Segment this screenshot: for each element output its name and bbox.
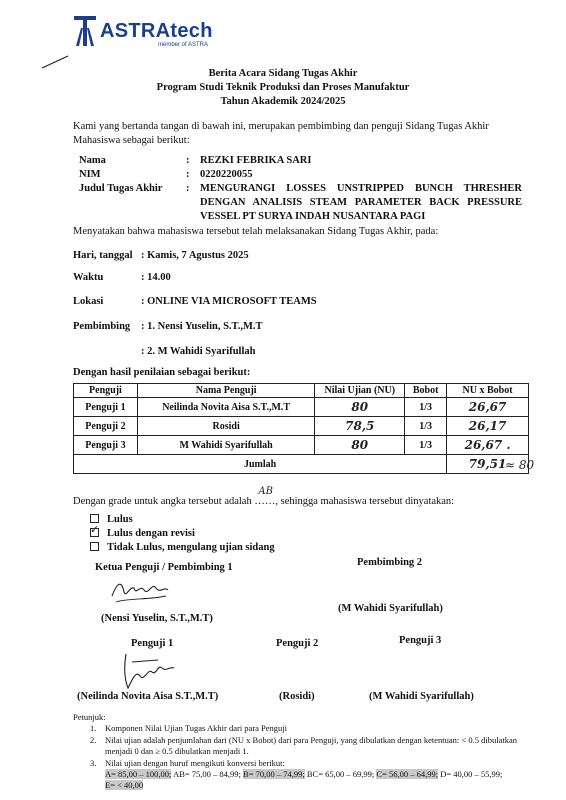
logo-tagline: member of ASTRA <box>158 42 209 48</box>
option-label: Lulus dengan revisi <box>107 528 195 539</box>
checkbox-tidak-lulus <box>90 542 99 551</box>
cell-penguji: Penguji 2 <box>74 417 138 436</box>
signature-ketua <box>108 574 178 610</box>
judul-label: Judul Tugas Akhir <box>79 183 163 194</box>
grade-handwritten: AB <box>258 486 273 497</box>
cell-penguji: Penguji 1 <box>74 398 138 417</box>
conversion-bc: BC= 65,00 – 69,99; <box>306 769 375 779</box>
lokasi-value: : ONLINE VIA MICROSOFT TEAMS <box>141 296 317 307</box>
jumlah-value-handwritten: 79,51 <box>447 455 529 474</box>
lokasi-label: Lokasi <box>73 296 104 307</box>
table-row <box>74 417 529 436</box>
header-line-1: Berita Acara Sidang Tugas Akhir <box>208 68 358 79</box>
results-title: Dengan hasil penilaian sebagai berikut: <box>73 367 251 378</box>
grade-conversion-line-1 <box>105 769 535 779</box>
header-nu-x-bobot: NU x Bobot <box>447 384 529 398</box>
cell-nu-handwritten: 80 <box>315 398 405 417</box>
note-2-number: 2. <box>90 735 97 745</box>
ketua-penguji-name: (Nensi Yuselin, S.T.,M.T) <box>101 613 213 624</box>
table-total-row <box>74 455 529 474</box>
grade-table <box>73 383 529 474</box>
note-1: Komponen Nilai Ujian Tugas Akhir dari para Penguji <box>105 723 288 733</box>
penguji-1-name: (Neilinda Novita Aisa S.T.,M.T) <box>77 691 219 702</box>
nama-colon: : <box>186 155 190 166</box>
note-2-line-2: menjadi 0 dan ≥ 0.5 dibulatkan menjadi 1. <box>105 746 249 756</box>
header-nama-penguji: Nama Penguji <box>137 384 315 398</box>
cell-bobot: 1/3 <box>405 436 447 455</box>
checkbox-lulus <box>90 514 99 523</box>
astratech-logo-mark <box>72 14 98 48</box>
grade-dots: …… <box>254 496 276 507</box>
table-row <box>74 436 529 455</box>
intro-line-1: Kami yang bertanda tangan di bawah ini, merupakan pembimbing dan penguji Sidang Tugas Akhir <box>73 121 489 132</box>
nim-label: NIM <box>79 169 101 180</box>
judul-line-2: DENGAN ANALISIS STEAM PARAMETER BACK PRESSURE <box>200 197 522 208</box>
note-3: Nilai ujian dengan huruf mengikuti konversi berikut: <box>105 758 285 768</box>
penguji-3-title: Penguji 3 <box>399 635 442 646</box>
check-mark-icon: ✓ <box>90 523 100 536</box>
header-line-3: Tahun Akademik 2024/2025 <box>220 96 346 107</box>
header-bobot: Bobot <box>405 384 447 398</box>
judul-line-3: VESSEL PT SURYA INDAH NUSANTARA PAGI <box>200 211 426 222</box>
pembimbing-2-name: (M Wahidi Syarifullah) <box>338 603 443 614</box>
intro-line-2: Mahasiswa sebagai berikut: <box>73 135 190 146</box>
nama-value: REZKI FEBRIKA SARI <box>200 155 312 166</box>
cell-nama: M Wahidi Syarifullah <box>137 436 315 455</box>
conversion-ab: AB= 75,00 – 84,99; <box>173 769 241 779</box>
note-3-number: 3. <box>90 758 97 768</box>
grade-conversion-line-2 <box>105 780 143 790</box>
nama-label: Nama <box>79 155 106 166</box>
judul-colon: : <box>186 183 190 194</box>
penguji-2-title: Penguji 2 <box>276 638 319 649</box>
note-1-number: 1. <box>90 723 97 733</box>
statement: Menyatakan bahwa mahasiswa tersebut telah melaksanakan Sidang Tugas Akhir, pada: <box>73 226 439 237</box>
conversion-c: C= 56,00 – 64,99; <box>376 769 439 779</box>
judul-line-1: MENGURANGI LOSSES UNSTRIPPED BUNCH THRESHER <box>200 183 522 194</box>
conversion-a: A= 85,00 – 100,00; <box>105 769 172 779</box>
table-header-row <box>74 384 529 398</box>
header-nilai-ujian: Nilai Ujian (NU) <box>315 384 405 398</box>
cell-bobot: 1/3 <box>405 398 447 417</box>
penguji-1-title: Penguji 1 <box>131 638 174 649</box>
checkbox-lulus-revisi <box>90 523 100 537</box>
cell-nu-handwritten: 78,5 <box>315 417 405 436</box>
pembimbing-2: : 2. M Wahidi Syarifullah <box>141 346 256 357</box>
nim-colon: : <box>186 169 190 180</box>
pembimbing-1: : 1. Nensi Yuselin, S.T.,M.T <box>141 321 263 332</box>
logo-name: ASTRAtech <box>100 20 213 42</box>
option-tidak-lulus <box>90 542 275 553</box>
waktu-value: : 14.00 <box>141 272 171 283</box>
pembimbing-label: Pembimbing <box>73 321 131 332</box>
hari-label: Hari, tanggal <box>73 250 133 261</box>
grade-prefix: Dengan grade untuk angka tersebut adalah <box>73 496 252 507</box>
penguji-3-name: (M Wahidi Syarifullah) <box>369 691 474 702</box>
cell-nu-handwritten: 80 <box>315 436 405 455</box>
conversion-b: B= 70,00 – 74,99; <box>243 769 305 779</box>
option-label: Tidak Lulus, mengulang ujian sidang <box>107 542 275 553</box>
cell-nama: Neilinda Novita Aisa S.T.,M.T <box>137 398 315 417</box>
jumlah-rounding-note: ≈ 80 <box>505 458 535 472</box>
option-label: Lulus <box>107 514 133 525</box>
signature-penguji-1 <box>118 650 178 692</box>
conversion-d: D= 40,00 – 55,99; <box>440 769 503 779</box>
waktu-label: Waktu <box>73 272 104 283</box>
grade-suffix: , sehingga mahasiswa tersebut dinyatakan: <box>275 496 455 507</box>
notes-title: Petunjuk: <box>73 712 106 722</box>
cell-nub-handwritten: 26,67 . <box>447 436 529 455</box>
grade-sentence <box>73 486 455 507</box>
conversion-e: E= < 40,00 <box>105 780 144 790</box>
header-line-2: Program Studi Teknik Produksi dan Proses Manufaktur <box>156 82 410 93</box>
cell-penguji: Penguji 3 <box>74 436 138 455</box>
hari-value: : Kamis, 7 Agustus 2025 <box>141 250 249 261</box>
header-penguji: Penguji <box>74 384 138 398</box>
cell-nub-handwritten: 26,17 <box>447 417 529 436</box>
jumlah-label: Jumlah <box>74 455 447 474</box>
penguji-2-name: (Rosidi) <box>279 691 315 702</box>
cell-bobot: 1/3 <box>405 417 447 436</box>
grade-blank <box>254 486 276 507</box>
cell-nub-handwritten: 26,67 <box>447 398 529 417</box>
note-2-line-1: Nilai ujian adalah penjumlahan dari (NU x Bobot) dari para Penguji, yang dibulatkan dengan ketentuan: < 0.5 dibulatkan <box>105 735 517 745</box>
table-row <box>74 398 529 417</box>
cell-nama: Rosidi <box>137 417 315 436</box>
ketua-penguji-title: Ketua Penguji / Pembimbing 1 <box>95 562 233 573</box>
pembimbing-2-title: Pembimbing 2 <box>357 557 423 568</box>
nim-value: 0220220055 <box>200 169 253 180</box>
option-lulus-revisi <box>90 523 195 539</box>
